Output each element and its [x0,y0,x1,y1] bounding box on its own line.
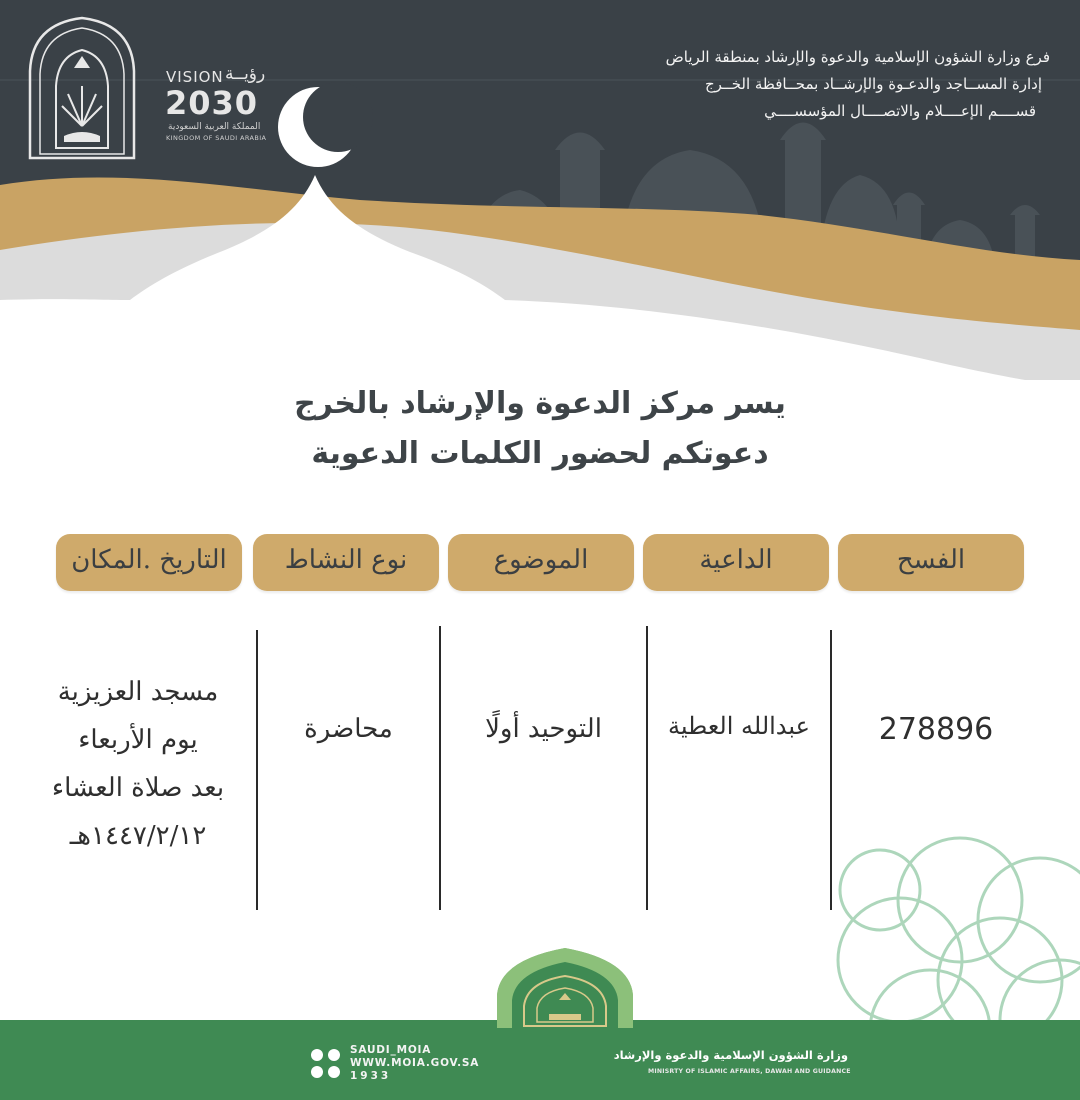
header-line-section: قســــم الإعــــلام والاتصــــال المؤسســــي [764,102,1036,120]
cell-date-place [20,668,256,860]
column-divider [830,630,832,910]
footer-ministry-arabic: وزارة الشؤون الإسلامية والدعوة والإرشاد [613,1048,848,1062]
header-date-place: التاريخ .المكان [56,534,242,591]
footer-bar [0,1020,1080,1100]
place-mosque: مسجد العزيزية [57,677,219,707]
vision-year: 2030 [165,84,259,122]
vision-word: VISION [166,68,224,86]
title-line-1: يسر مركز الدعوة والإرشاد بالخرج [294,386,786,421]
column-divider [439,626,441,910]
header-permit: الفسح [838,534,1024,591]
footer-ministry-english: MINISRTY OF ISLAMIC AFFAIRS, DAWAH AND GUIDANCE [648,1068,851,1075]
title-line-2: دعوتكم لحضور الكلمات الدعوية [311,436,769,471]
footer-contact [350,1044,479,1083]
cell-permit: 278896 [878,712,994,747]
header-topic: الموضوع [448,534,634,591]
header-line-department: إدارة المســاجد والدعـوة والإرشــاد بمحــافظة الخــرج [704,75,1042,93]
phone-icon [328,1066,340,1078]
instagram-icon [328,1049,340,1061]
vision-kingdom-arabic: المملكة العربية السعودية [168,122,261,132]
facebook-icon [311,1066,323,1078]
twitter-icon [311,1049,323,1061]
vision-arabic-word: رؤيــة [225,64,266,84]
cell-activity-type: محاضرة [304,714,393,744]
vision-kingdom-english: KINGDOM OF SAUDI ARABIA [166,134,267,142]
footer-handle: SAUDI_MOIA [350,1044,432,1056]
header-line-branch: فرع وزارة الشؤون الإسلامية والدعوة والإرشاد بمنطقة الرياض [665,48,1050,66]
column-divider [256,630,258,910]
footer-website: WWW.MOIA.GOV.SA [350,1057,480,1069]
header-activity-type: نوع النشاط [253,534,439,591]
cell-topic: التوحيد أولًا [485,714,602,744]
place-day: يوم الأربعاء [78,725,198,755]
footer-number: 1933 [350,1070,392,1082]
ministry-logo-icon [26,16,138,161]
column-divider [646,626,648,910]
cell-preacher: عبدالله العطية [668,712,810,740]
place-date: ١٤٤٧/٢/١٢هـ [69,821,207,851]
footer-logo-icon [497,948,633,1028]
header-preacher: الداعية [643,534,829,591]
place-time: بعد صلاة العشاء [51,773,225,803]
